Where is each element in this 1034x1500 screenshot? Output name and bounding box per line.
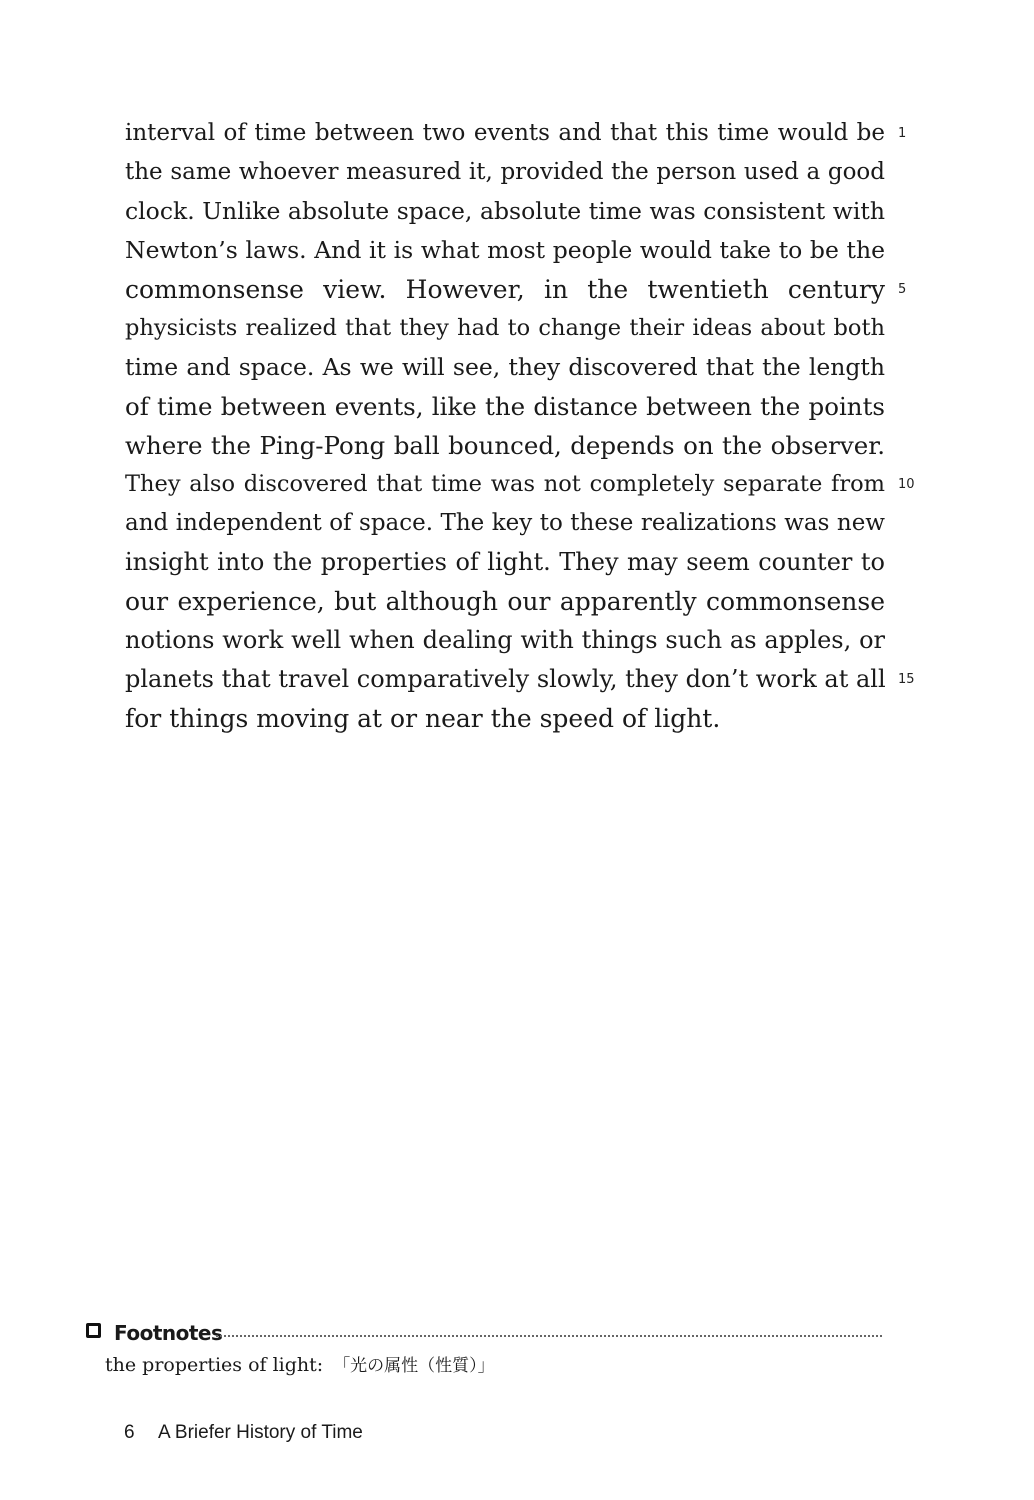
text-line: the same whoever measured it, provided the person used a good — [125, 159, 885, 185]
book-title: A Briefer History of Time — [158, 1422, 363, 1443]
text-line: interval of time between two events and that this time would be — [125, 120, 885, 146]
footnote-term: the properties of light: — [105, 1354, 324, 1376]
line-number: 10 — [898, 477, 915, 492]
text-line: commonsense view. However, in the twentieth century — [125, 275, 885, 304]
footnote-entry — [105, 1350, 495, 1380]
checkbox-icon — [86, 1323, 101, 1338]
text-line: for things moving at or near the speed of light. — [125, 704, 721, 733]
footnotes-title: Footnotes — [114, 1321, 223, 1345]
text-line: They also discovered that time was not completely separate from — [125, 471, 885, 497]
text-line: our experience, but although our apparently commonsense — [125, 587, 885, 616]
footnote-gloss: 「光の属性（性質）」 — [333, 1356, 495, 1376]
text-line: and independent of space. The key to these realizations was new — [125, 510, 885, 536]
text-line: insight into the properties of light. They may seem counter to — [125, 548, 885, 576]
text-line: of time between events, like the distance between the points — [125, 392, 885, 421]
text-line: notions work well when dealing with things such as apples, or — [125, 626, 885, 654]
text-line: planets that travel comparatively slowly, they don’t work at all — [125, 665, 886, 693]
text-line: where the Ping-Pong ball bounced, depends on the observer. — [125, 431, 885, 460]
text-line: physicists realized that they had to change their ideas about both — [125, 315, 885, 341]
footnotes-header — [86, 1318, 882, 1348]
dotted-leader — [216, 1335, 882, 1337]
text-line: clock. Unlike absolute space, absolute time was consistent with — [125, 197, 885, 225]
line-number: 15 — [898, 672, 915, 687]
text-line: time and space. As we will see, they discovered that the length — [125, 353, 885, 381]
page-number: 6 — [124, 1422, 135, 1443]
page-footer — [124, 1418, 363, 1448]
line-number: 5 — [898, 282, 907, 297]
text-line: Newton’s laws. And it is what most people would take to be the — [125, 236, 885, 264]
line-number: 1 — [898, 126, 907, 141]
